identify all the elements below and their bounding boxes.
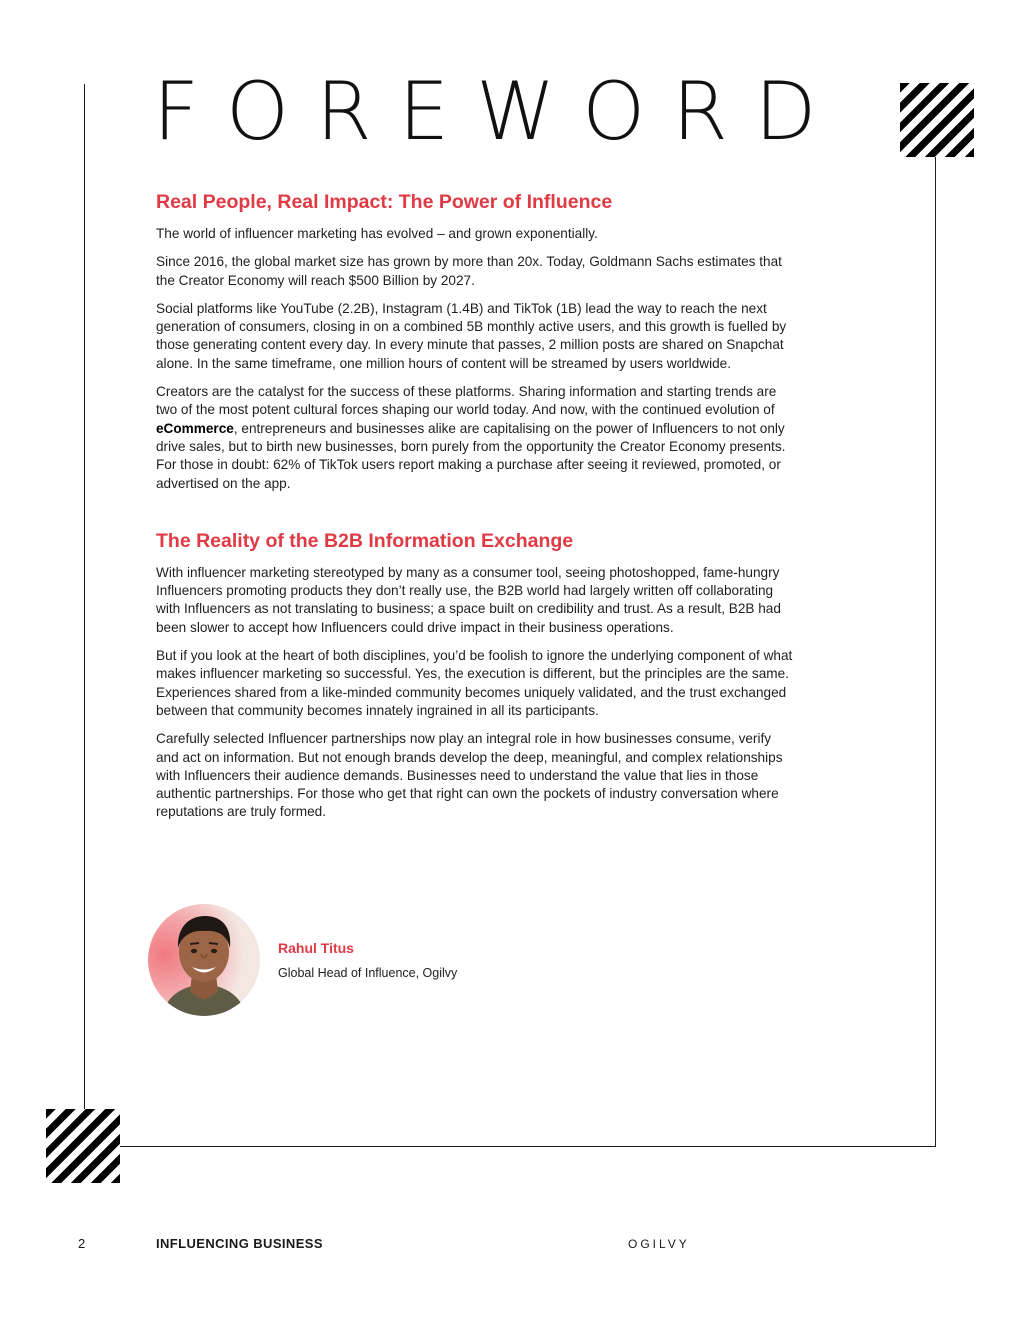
- footer-brand: OGILVY: [628, 1237, 690, 1251]
- frame-bottom-line: [118, 1146, 936, 1147]
- section-heading-b2b-exchange: The Reality of the B2B Information Exchange: [156, 529, 574, 552]
- paragraph: Carefully selected Influencer partnerships now play an integral role in how businesses consume, verify and act on information. But not enough brands develop the deep, meaningful, and complex relationships with Influencers their audience demands. Businesses need to understand the value that lies in those authentic partnerships. For those who get that right can own the pockets of industry conversation where reputations are truly formed.: [156, 731, 783, 820]
- footer-document-title: INFLUENCING BUSINESS: [156, 1236, 323, 1251]
- frame-right-line: [935, 156, 936, 1147]
- paragraph: With influencer marketing stereotyped by many as a consumer tool, seeing photoshopped, fame-hungry Influencers promoting products they don’t really use, the B2B world had largely written off collaborating with Influencers as not translating to business; a space built on credibility and trust. As a result, B2B had been slower to accept how Influencers could drive impact in their business operations.: [156, 564, 781, 635]
- author-avatar: [148, 904, 260, 1016]
- page-title: FOREWORD: [153, 65, 844, 158]
- paragraph: The world of influencer marketing has evolved – and grown exponentially.: [156, 226, 598, 241]
- paragraph: [156, 383, 796, 493]
- author-role: Global Head of Influence, Ogilvy: [278, 966, 458, 980]
- section-heading-power-of-influence: Real People, Real Impact: The Power of Influence: [156, 191, 613, 213]
- page-number: 2: [78, 1236, 86, 1251]
- author-name: Rahul Titus: [278, 940, 354, 956]
- stripes-decoration-bottom-left: [46, 1109, 120, 1183]
- paragraph: Since 2016, the global market size has grown by more than 20x. Today, Goldmann Sachs estimates that the Creator Economy will reach $500 Billion by 2027.: [156, 254, 782, 288]
- paragraph: But if you look at the heart of both disciplines, you’d be foolish to ignore the underlying component of what makes influencer marketing so successful. Yes, the execution is different, but the principles are the same. Experiences shared from a like-minded community becomes uniquely validated, and the trust exchanged between that community becomes innately ingrained in all its participants.: [156, 648, 793, 718]
- paragraph-text: Creators are the catalyst for the success of these platforms. Sharing information and starting trends are two of the most potent cultural forces shaping our world today. And now, with the continued evolution of: [156, 384, 777, 418]
- stripes-decoration-top-right: [900, 83, 974, 157]
- author-block: [148, 904, 648, 1018]
- ecommerce-emphasis: eCommerce: [156, 420, 234, 436]
- paragraph: Social platforms like YouTube (2.2B), Instagram (1.4B) and TikTok (1B) lead the way to reach the next generation of consumers, closing in on a combined 5B monthly active users, and this growth is fuelled by those generating content every day. In every minute that passes, 2 million posts are shared on Snapchat alone. In the same timeframe, one million hours of content will be streamed by users worldwide.: [156, 300, 787, 371]
- article-body: [156, 190, 796, 832]
- paragraph-text: , entrepreneurs and businesses alike are capitalising on the power of Influencers to not only drive sales, but to birth new businesses, born purely from the opportunity the Creator Economy presents. For those in doubt: 62% of TikTok users report making a purchase after seeing it reviewed, promoted, or advertised on the app.: [156, 420, 786, 491]
- frame-left-line: [84, 84, 85, 1147]
- author-portrait-icon: [148, 904, 260, 1016]
